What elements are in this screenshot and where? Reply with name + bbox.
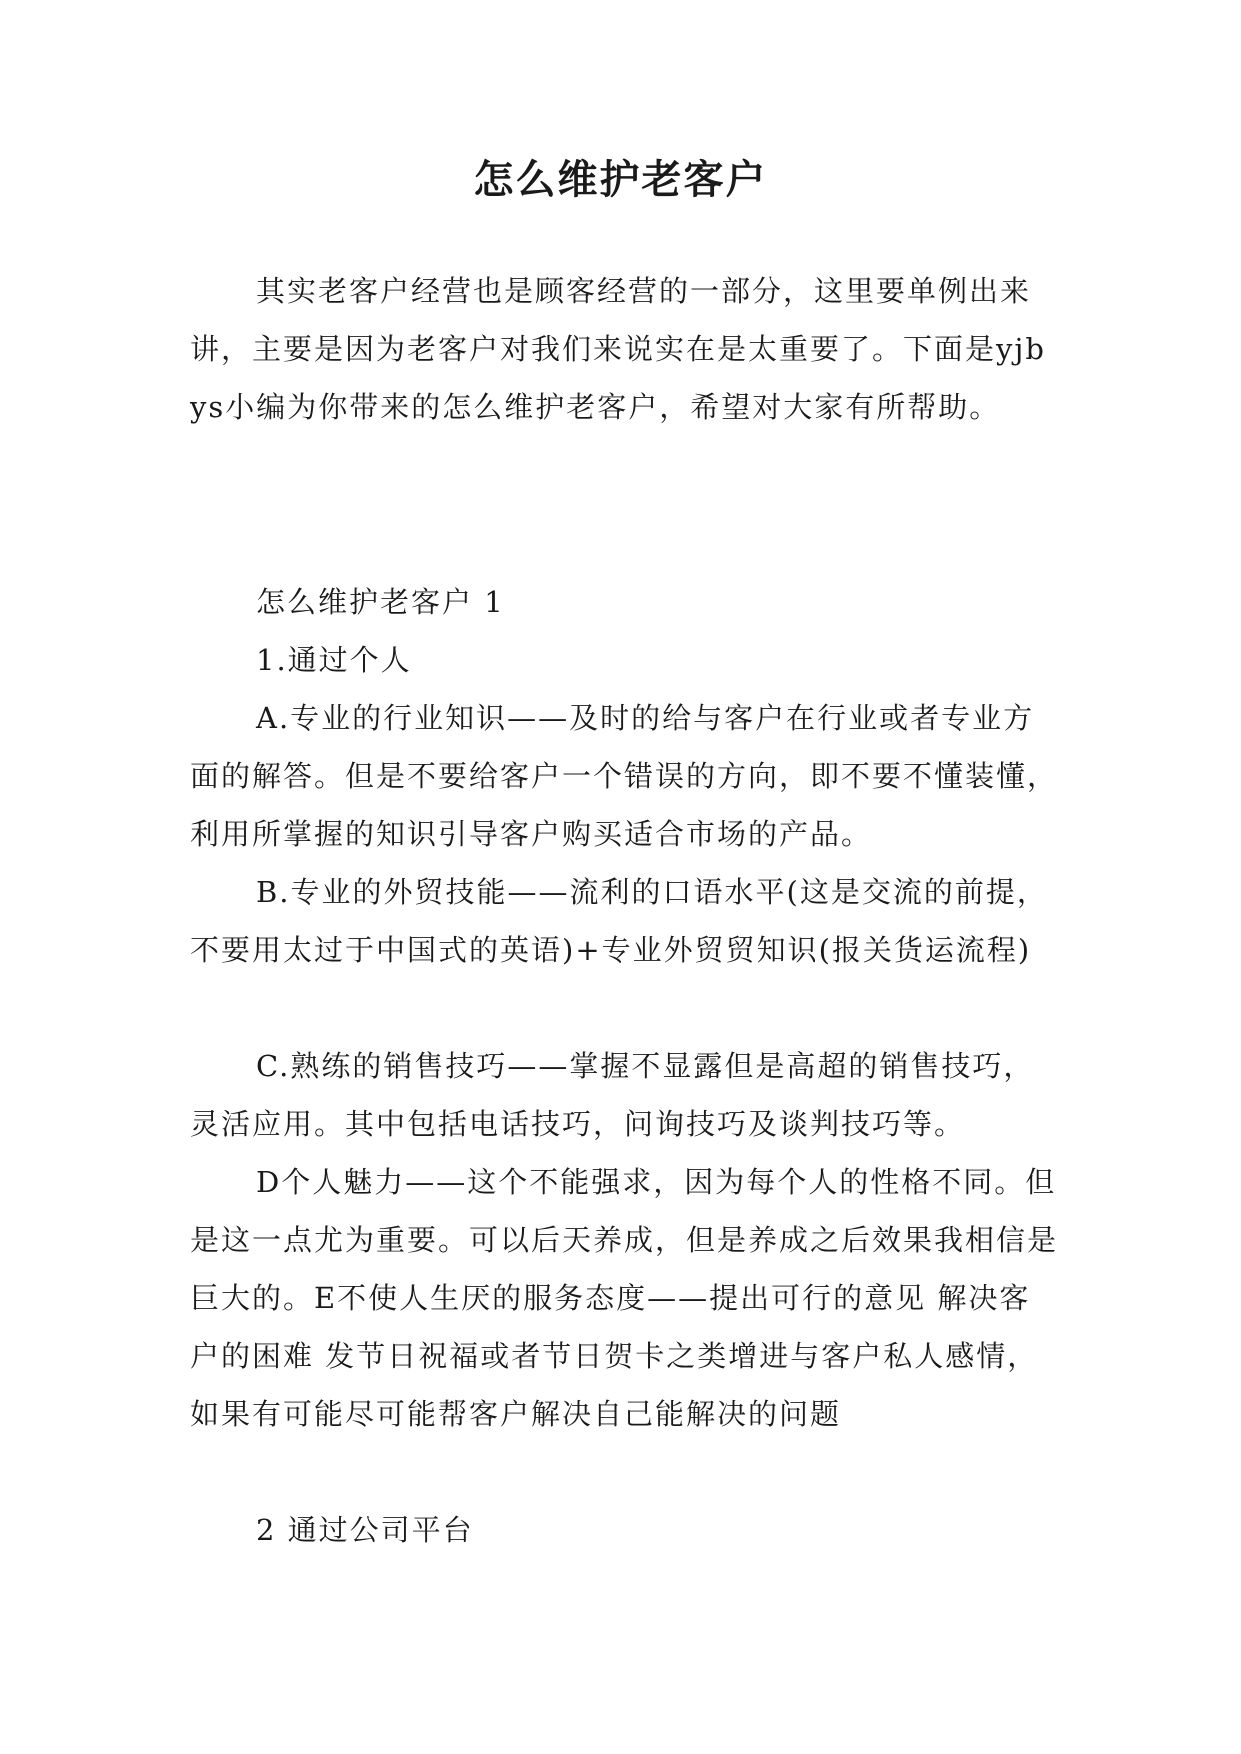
item-d-paragraph: D个人魅力——这个不能强求，因为每个人的性格不同。但是这一点尤为重要。可以后天养成，但是养成之后效果我相信是巨大的。E不使人生厌的服务态度——提出可行的意见 解决客户的困难 发节日祝福或者节日贺卡之类增进与客户私人感情，如果有可能尽可能帮客户解决自己能解决的问题 bbox=[190, 1165, 1059, 1431]
intro-paragraph: 其实老客户经营也是顾客经营的一部分，这里要单例出来讲，主要是因为老客户对我们来说实在是太重要了。下面是yjbys小编为你带来的怎么维护老客户，希望对大家有所帮助。 bbox=[190, 274, 1046, 424]
item-a-paragraph: A.专业的行业知识——及时的给与客户在行业或者专业方面的解答。但是不要给客户一个错误的方向，即不要不懂装懂，利用所掌握的知识引导客户购买适合市场的产品。 bbox=[190, 701, 1059, 851]
subsection-heading-2: 2 通过公司平台 bbox=[256, 1513, 474, 1547]
page-title: 怎么维护老客户 bbox=[473, 157, 768, 203]
subsection-heading: 1.通过个人 bbox=[256, 643, 412, 677]
section-heading: 怎么维护老客户 1 bbox=[256, 585, 505, 619]
item-b-paragraph: B.专业的外贸技能——流利的口语水平(这是交流的前提，不要用太过于中国式的英语)+专业外贸贸知识(报关货运流程) bbox=[190, 875, 1048, 967]
item-c-paragraph: C.熟练的销售技巧——掌握不显露但是高超的销售技巧，灵活应用。其中包括电话技巧，问询技巧及谈判技巧等。 bbox=[190, 1049, 1035, 1141]
